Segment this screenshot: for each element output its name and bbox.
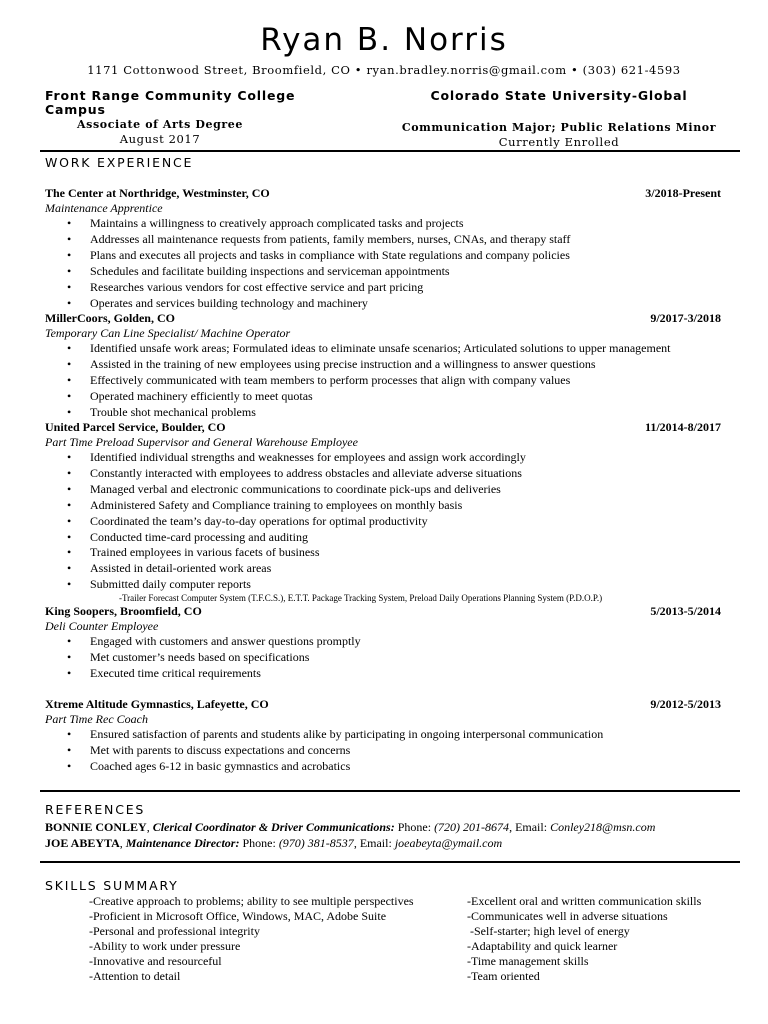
job-entry <box>45 185 721 311</box>
divider <box>40 790 740 792</box>
bullet-item: • Trained employees in various facets of business <box>45 545 721 561</box>
graduation-date: August 2017 <box>119 132 201 146</box>
bullet-item: • Assisted in detail-oriented work areas <box>45 561 721 577</box>
bullet-item: • Engaged with customers and answer questions promptly <box>45 634 721 650</box>
bullet-item: • Plans and executes all projects and tasks in compliance with State regulations and company policies <box>45 248 721 264</box>
divider <box>40 150 740 152</box>
section-title-skills: SKILLS SUMMARY <box>45 878 179 893</box>
phone-label: Phone: <box>397 820 432 834</box>
email-label: Email: <box>515 820 548 834</box>
bullet-item: • Managed verbal and electronic communications to coordinate pick-ups and deliveries <box>45 482 721 498</box>
job-dates: 9/2017-3/2018 <box>650 311 721 325</box>
job-entry <box>45 696 721 775</box>
bullet-item: • Submitted daily computer reports <box>45 577 721 593</box>
reference-email[interactable]: joeabeyta@ymail.com <box>394 836 503 850</box>
job-dates: 9/2012-5/2013 <box>650 697 721 711</box>
education-entry-1 <box>45 89 345 146</box>
skill-item: -Innovative and resourceful <box>89 954 222 968</box>
bullet-item: • Operated machinery efficiently to meet quotas <box>45 389 721 405</box>
skill-item: -Attention to detail <box>89 969 181 983</box>
school-name: Front Range Community College <box>45 88 296 103</box>
bullet-item: • Conducted time-card processing and auditing <box>45 530 721 546</box>
enrollment-status: Currently Enrolled <box>498 135 620 149</box>
reference-entry: BONNIE CONLEY, Clerical Coordinator & Driver Communications: Phone: (720) 201-8674, Email: Conley218@msn.com <box>45 820 656 834</box>
job-title: Part Time Preload Supervisor and General Warehouse Employee <box>45 435 358 449</box>
bullet-list <box>45 216 721 311</box>
bullet-item: • Effectively communicated with team members to perform processes that align with company values <box>45 373 721 389</box>
bullet-item: • Trouble shot mechanical problems <box>45 405 721 421</box>
skill-item: -Ability to work under pressure <box>89 939 241 953</box>
skill-item: -Excellent oral and written communication skills <box>467 894 702 908</box>
bullet-item: • Identified individual strengths and weaknesses for employees and assign work accordingly <box>45 450 721 466</box>
bullet-item: • Coached ages 6-12 in basic gymnastics and acrobatics <box>45 759 721 775</box>
job-entry <box>45 310 721 421</box>
email-label: Email: <box>359 836 392 850</box>
reference-entry: JOE ABEYTA, Maintenance Director: Phone: (970) 381-8537, Email: joeabeyta@ymail.com <box>45 836 503 850</box>
section-title-references: REFERENCES <box>45 802 146 817</box>
bullet-item: • Administered Safety and Compliance training to employees on monthly basis <box>45 498 721 514</box>
reference-role: Clerical Coordinator & Driver Communications: <box>152 820 395 834</box>
employer: King Soopers, Broomfield, CO <box>45 604 202 618</box>
reference-phone: (720) 201-8674 <box>434 820 510 834</box>
reference-role: Maintenance Director: <box>125 836 240 850</box>
bullet-item: • Operates and services building technology and machinery <box>45 296 721 312</box>
bullet-list <box>45 634 721 682</box>
bullet-list <box>45 450 721 593</box>
skills-column-left <box>89 894 414 984</box>
section-title-work: WORK EXPERIENCE <box>45 155 194 170</box>
skill-item: -Personal and professional integrity <box>89 924 260 938</box>
degree: Communication Major; Public Relations Minor <box>401 121 717 134</box>
systems-note: -Trailer Forecast Computer System (T.F.C.S.), E.T.T. Package Tracking System, Preload Daily Operations Planning System (P.D.O.P.) <box>119 593 603 604</box>
school-name-cont: Campus <box>45 102 106 117</box>
phone-label: Phone: <box>242 836 276 850</box>
skill-item: -Creative approach to problems; ability to see multiple perspectives <box>89 894 414 908</box>
skill-item: -Proficient in Microsoft Office, Windows, MAC, Adobe Suite <box>89 909 387 923</box>
job-entry <box>45 419 721 604</box>
reference-name: BONNIE CONLEY <box>45 820 147 834</box>
skill-item: -Communicates well in adverse situations <box>467 909 668 923</box>
education-entry-2 <box>396 89 722 149</box>
reference-phone: (970) 381-8537 <box>278 836 354 850</box>
bullet-item: • Ensured satisfaction of parents and students alike by participating in ongoing interpersonal communication <box>45 727 721 743</box>
job-title: Temporary Can Line Specialist/ Machine Operator <box>45 326 291 340</box>
bullet-item: • Maintains a willingness to creatively approach complicated tasks and projects <box>45 216 721 232</box>
job-dates: 5/2013-5/2014 <box>650 604 721 618</box>
job-entry <box>45 603 721 682</box>
degree: Associate of Arts Degree <box>77 118 243 131</box>
bullet-item: • Met customer’s needs based on specifications <box>45 650 721 666</box>
divider <box>40 861 740 863</box>
job-dates: 11/2014-8/2017 <box>644 420 721 434</box>
skills-column-right <box>467 894 701 984</box>
bullet-list <box>45 341 721 421</box>
bullet-item: • Executed time critical requirements <box>45 666 721 682</box>
employer: Xtreme Altitude Gymnastics, Lafeyette, CO <box>45 697 269 711</box>
contact-line: 1171 Cottonwood Street, Broomfield, CO • ryan.bradley.norris@gmail.com • (303) 621-4593 <box>87 63 681 77</box>
bullet-item: • Met with parents to discuss expectations and concerns <box>45 743 721 759</box>
bullet-item: • Researches various vendors for cost effective service and part pricing <box>45 280 721 296</box>
job-dates: 3/2018-Present <box>645 186 721 200</box>
job-title: Deli Counter Employee <box>45 619 159 633</box>
skill-item: -Time management skills <box>467 954 589 968</box>
reference-email[interactable]: Conley218@msn.com <box>550 820 656 834</box>
bullet-item: • Coordinated the team’s day-to-day operations for optimal productivity <box>45 514 721 530</box>
applicant-name: Ryan B. Norris <box>260 22 508 58</box>
school-name: Colorado State University-Global <box>430 88 688 103</box>
skill-item: -Self-starter; high level of energy <box>467 924 630 938</box>
employer: MillerCoors, Golden, CO <box>45 311 175 325</box>
bullet-item: • Addresses all maintenance requests from patients, family members, nurses, CNAs, and therapy staff <box>45 232 721 248</box>
bullet-item: • Constantly interacted with employees to address obstacles and alleviate adverse situations <box>45 466 721 482</box>
bullet-list <box>45 727 721 775</box>
employer: The Center at Northridge, Westminster, CO <box>45 186 270 200</box>
job-title: Maintenance Apprentice <box>45 201 163 215</box>
employer: United Parcel Service, Boulder, CO <box>45 420 226 434</box>
bullet-item: • Identified unsafe work areas; Formulated ideas to eliminate unsafe scenarios; Articulated solutions to upper management <box>45 341 721 357</box>
skill-item: -Adaptability and quick learner <box>467 939 618 953</box>
reference-name: JOE ABEYTA <box>45 836 120 850</box>
job-title: Part Time Rec Coach <box>45 712 148 726</box>
bullet-item: • Assisted in the training of new employees using precise instruction and a willingness to answer questions <box>45 357 721 373</box>
bullet-item: • Schedules and facilitate building inspections and serviceman appointments <box>45 264 721 280</box>
skill-item: -Team oriented <box>467 969 540 983</box>
